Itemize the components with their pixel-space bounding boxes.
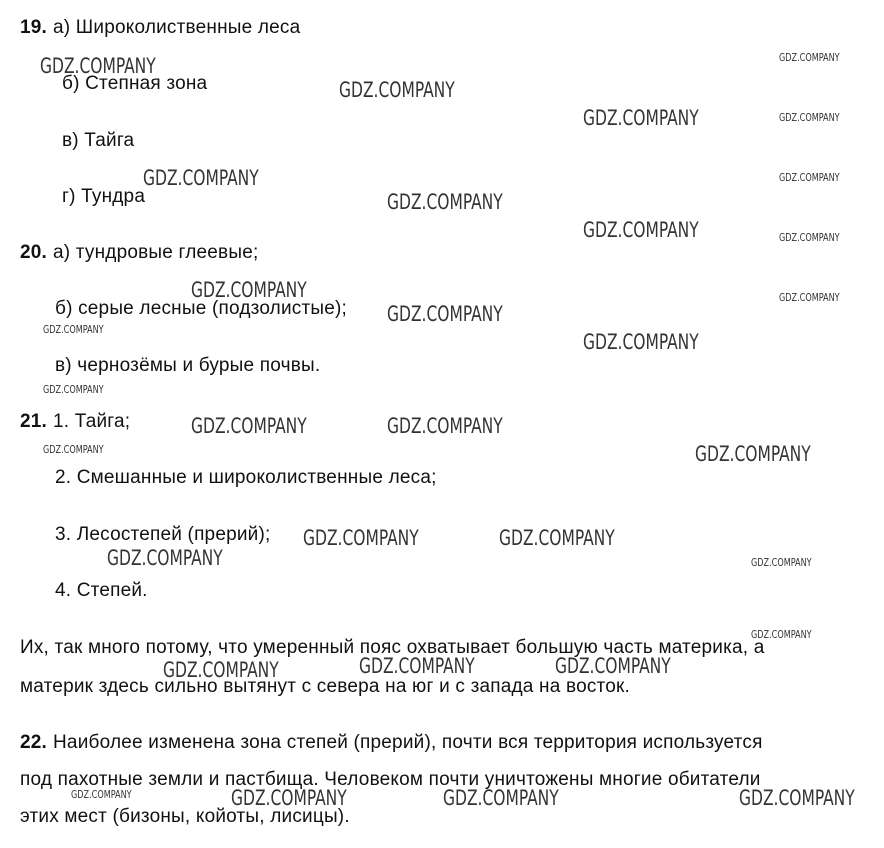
q20-answer-a: а) тундровые глеевые; xyxy=(53,242,259,263)
watermark: GDZ.COMPANY xyxy=(779,51,840,64)
watermark: GDZ.COMPANY xyxy=(779,231,840,244)
q22-text-line-1: Наиболее изменена зона степей (прерий), почти вся территория используется xyxy=(53,732,763,753)
watermark: GDZ.COMPANY xyxy=(359,654,475,678)
watermark: GDZ.COMPANY xyxy=(583,106,699,130)
watermark: GDZ.COMPANY xyxy=(583,218,699,242)
q19-number: 19. xyxy=(20,17,48,38)
watermark: GDZ.COMPANY xyxy=(43,323,104,336)
watermark: GDZ.COMPANY xyxy=(583,330,699,354)
q21-item-3: 3. Лесостепей (прерий); xyxy=(55,524,271,545)
watermark: GDZ.COMPANY xyxy=(555,654,671,678)
watermark: GDZ.COMPANY xyxy=(71,788,132,801)
q21-paragraph-line-2: материк здесь сильно вытянут с севера на юг и с запада на восток. xyxy=(20,676,630,697)
watermark: GDZ.COMPANY xyxy=(387,190,503,214)
q19-line-a xyxy=(20,17,300,39)
watermark: GDZ.COMPANY xyxy=(43,443,104,456)
q22-line-1 xyxy=(20,732,763,754)
watermark: GDZ.COMPANY xyxy=(779,291,840,304)
q22-number: 22. xyxy=(20,732,48,753)
q21-number: 21. xyxy=(20,411,48,432)
q22-text-line-2: под пахотные земли и пастбища. Человеком почти уничтожены многие обитатели xyxy=(20,769,761,790)
watermark: GDZ.COMPANY xyxy=(387,414,503,438)
watermark: GDZ.COMPANY xyxy=(499,526,615,550)
watermark: GDZ.COMPANY xyxy=(779,171,840,184)
watermark: GDZ.COMPANY xyxy=(43,383,104,396)
watermark: GDZ.COMPANY xyxy=(779,111,840,124)
q20-line-a xyxy=(20,242,258,264)
watermark: GDZ.COMPANY xyxy=(107,546,223,570)
q21-line-1 xyxy=(20,411,130,433)
q19-answer-c: в) Тайга xyxy=(62,130,135,151)
watermark: GDZ.COMPANY xyxy=(443,786,559,810)
watermark: GDZ.COMPANY xyxy=(163,658,279,682)
watermark: GDZ.COMPANY xyxy=(191,278,307,302)
q19-answer-d: г) Тундра xyxy=(62,186,146,207)
watermark: GDZ.COMPANY xyxy=(40,54,156,78)
q21-paragraph-line-1: Их, так много потому, что умеренный пояс охватывает большую часть материка, а xyxy=(20,637,765,658)
watermark: GDZ.COMPANY xyxy=(751,628,812,641)
watermark: GDZ.COMPANY xyxy=(231,786,347,810)
watermark: GDZ.COMPANY xyxy=(191,414,307,438)
q21-item-4: 4. Степей. xyxy=(55,580,148,601)
q20-number: 20. xyxy=(20,242,48,263)
watermark: GDZ.COMPANY xyxy=(339,78,455,102)
watermark: GDZ.COMPANY xyxy=(387,302,503,326)
watermark: GDZ.COMPANY xyxy=(695,442,811,466)
watermark: GDZ.COMPANY xyxy=(303,526,419,550)
q20-answer-b: б) серые лесные (подзолистые); xyxy=(55,298,348,319)
q20-answer-c: в) чернозёмы и бурые почвы. xyxy=(55,355,321,376)
q19-answer-b: б) Степная зона xyxy=(62,73,208,94)
q22-text-line-3: этих мест (бизоны, койоты, лисицы). xyxy=(20,806,350,827)
watermark: GDZ.COMPANY xyxy=(739,786,855,810)
q19-answer-a: а) Широколиственные леса xyxy=(53,17,301,38)
watermark: GDZ.COMPANY xyxy=(143,166,259,190)
watermark: GDZ.COMPANY xyxy=(751,556,812,569)
q21-item-1: 1. Тайга; xyxy=(53,411,131,432)
q21-item-2: 2. Смешанные и широколиственные леса; xyxy=(55,467,437,488)
